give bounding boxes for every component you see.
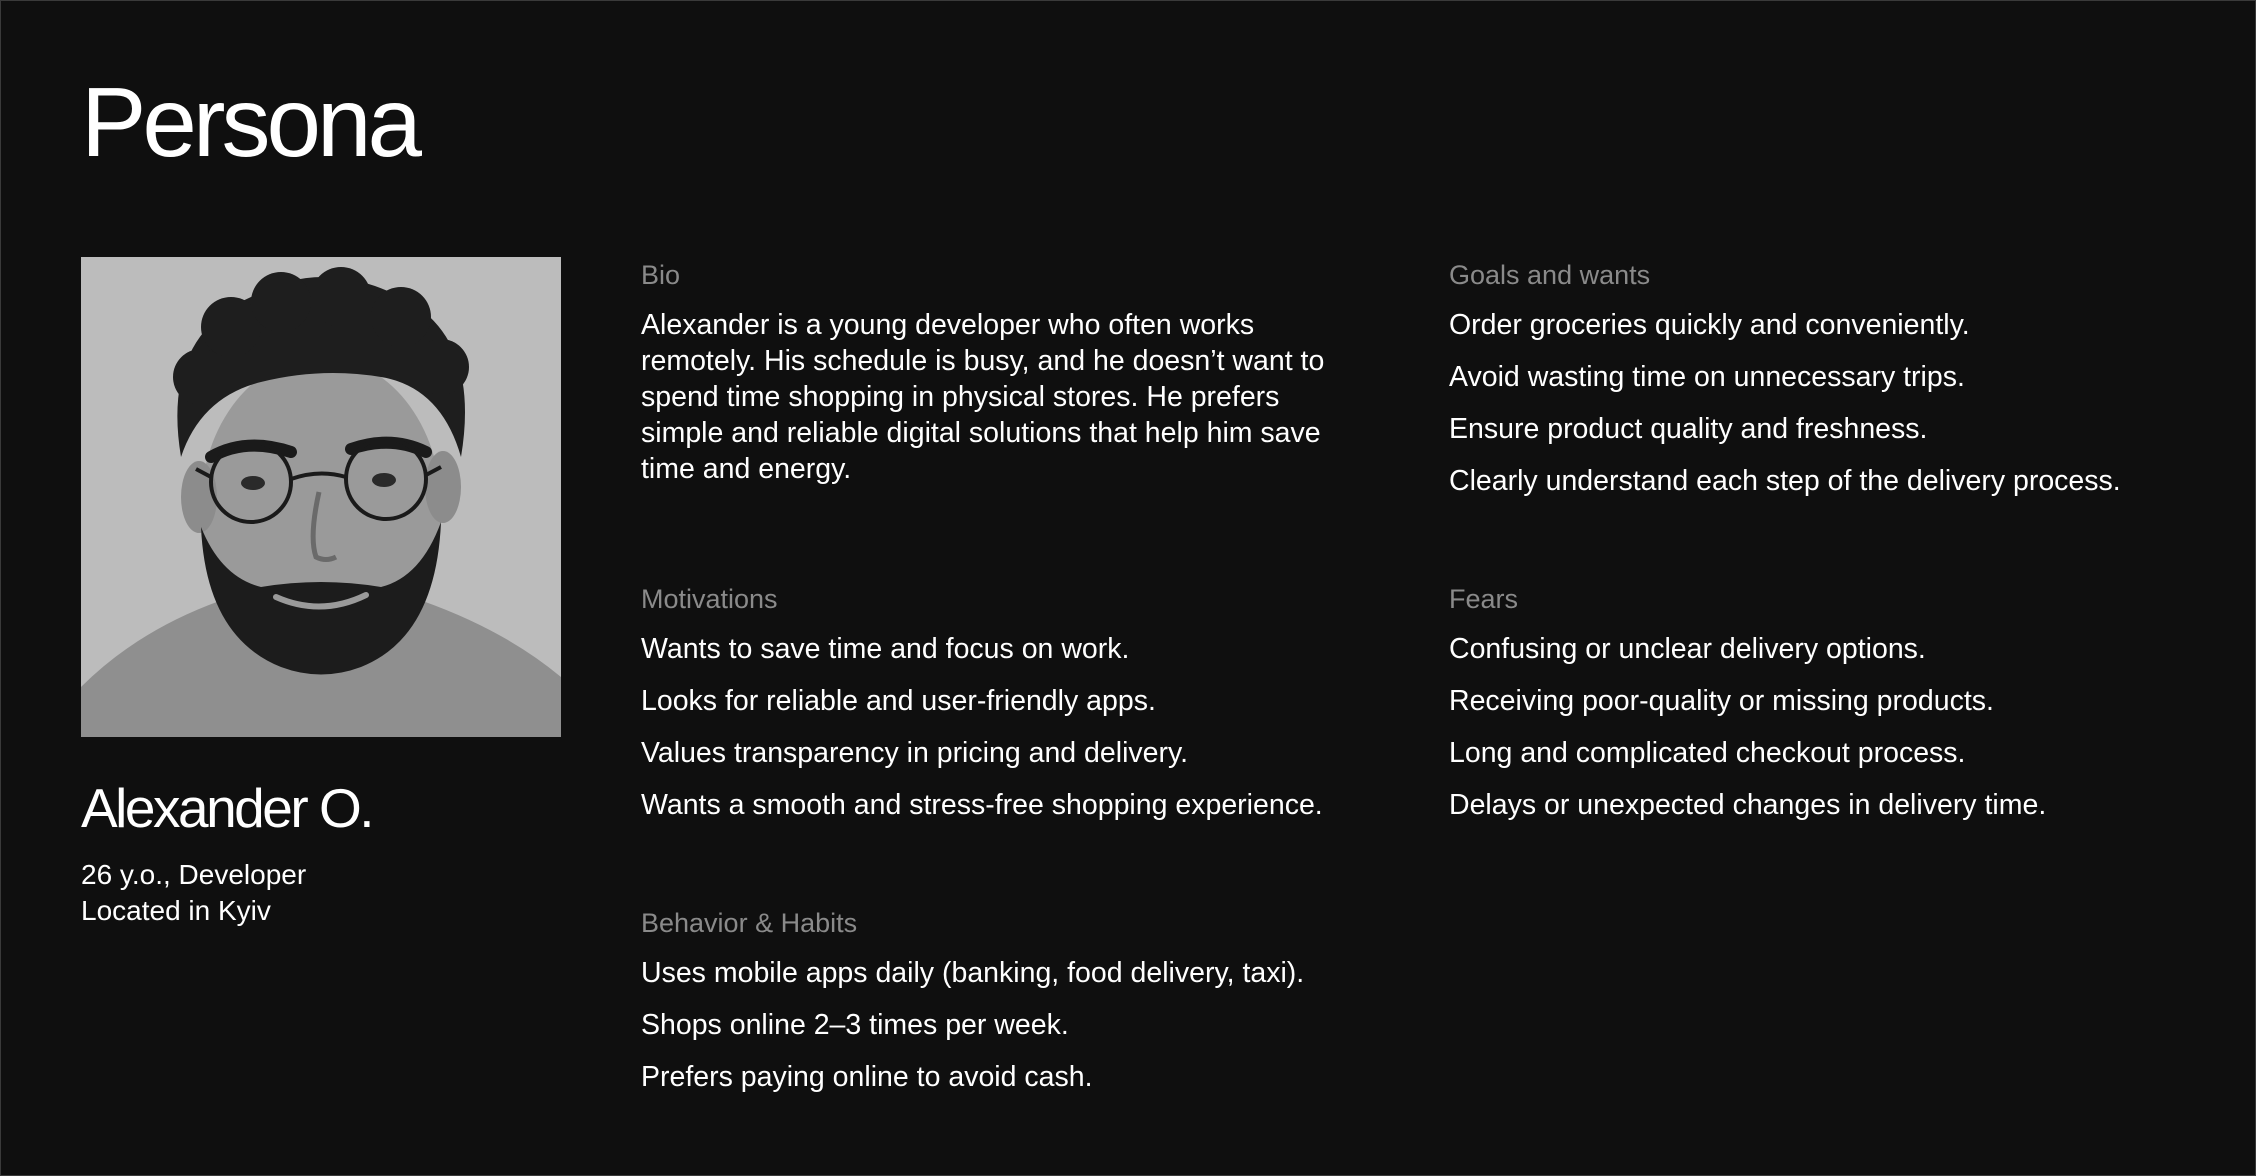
- bio-section: [641, 257, 1401, 487]
- list-item: Wants to save time and focus on work.: [641, 633, 1130, 665]
- list-item: Ensure product quality and freshness.: [1449, 413, 1928, 445]
- list-item: Values transparency in pricing and delivery.: [641, 737, 1189, 769]
- list-item: Uses mobile apps daily (banking, food delivery, taxi).: [641, 957, 1305, 989]
- list-item: Clearly understand each step of the delivery process.: [1449, 465, 2121, 497]
- portrait-illustration: [81, 257, 561, 737]
- persona-age-role: 26 y.o., Developer: [81, 859, 307, 890]
- behavior-list: [641, 955, 1401, 1095]
- behavior-section: [641, 905, 1401, 1111]
- bio-text: Alexander is a young developer who often works remotely. His schedule is busy, and he doesn’t want to spend time shopping in physical stores. He prefers simple and reliable digital solutions that help him save time and energy.: [641, 309, 1325, 485]
- list-item: Order groceries quickly and conveniently.: [1449, 309, 1970, 341]
- list-item: Wants a smooth and stress-free shopping experience.: [641, 789, 1323, 821]
- goals-list: [1449, 307, 2209, 499]
- fears-list: [1449, 631, 2209, 823]
- motivations-list: [641, 631, 1401, 823]
- fears-section: [1449, 581, 2209, 839]
- persona-meta: [81, 857, 306, 929]
- persona-name: Alexander O.: [81, 777, 373, 839]
- list-item: Receiving poor-quality or missing products.: [1449, 685, 1994, 717]
- persona-photo: [81, 257, 561, 737]
- list-item: Looks for reliable and user-friendly apps.: [641, 685, 1156, 717]
- list-item: Prefers paying online to avoid cash.: [641, 1061, 1093, 1093]
- page-title: Persona: [81, 67, 419, 177]
- list-item: Confusing or unclear delivery options.: [1449, 633, 1926, 665]
- motivations-section: [641, 581, 1401, 839]
- list-item: Shops online 2–3 times per week.: [641, 1009, 1069, 1041]
- list-item: Delays or unexpected changes in delivery time.: [1449, 789, 2047, 821]
- goals-heading: Goals and wants: [1449, 260, 1651, 290]
- motivations-heading: Motivations: [641, 584, 778, 614]
- bio-heading: Bio: [641, 260, 681, 290]
- fears-heading: Fears: [1449, 584, 1519, 614]
- persona-location: Located in Kyiv: [81, 895, 271, 926]
- list-item: Long and complicated checkout process.: [1449, 737, 1966, 769]
- list-item: Avoid wasting time on unnecessary trips.: [1449, 361, 1965, 393]
- goals-section: [1449, 257, 2209, 515]
- behavior-heading: Behavior & Habits: [641, 908, 858, 938]
